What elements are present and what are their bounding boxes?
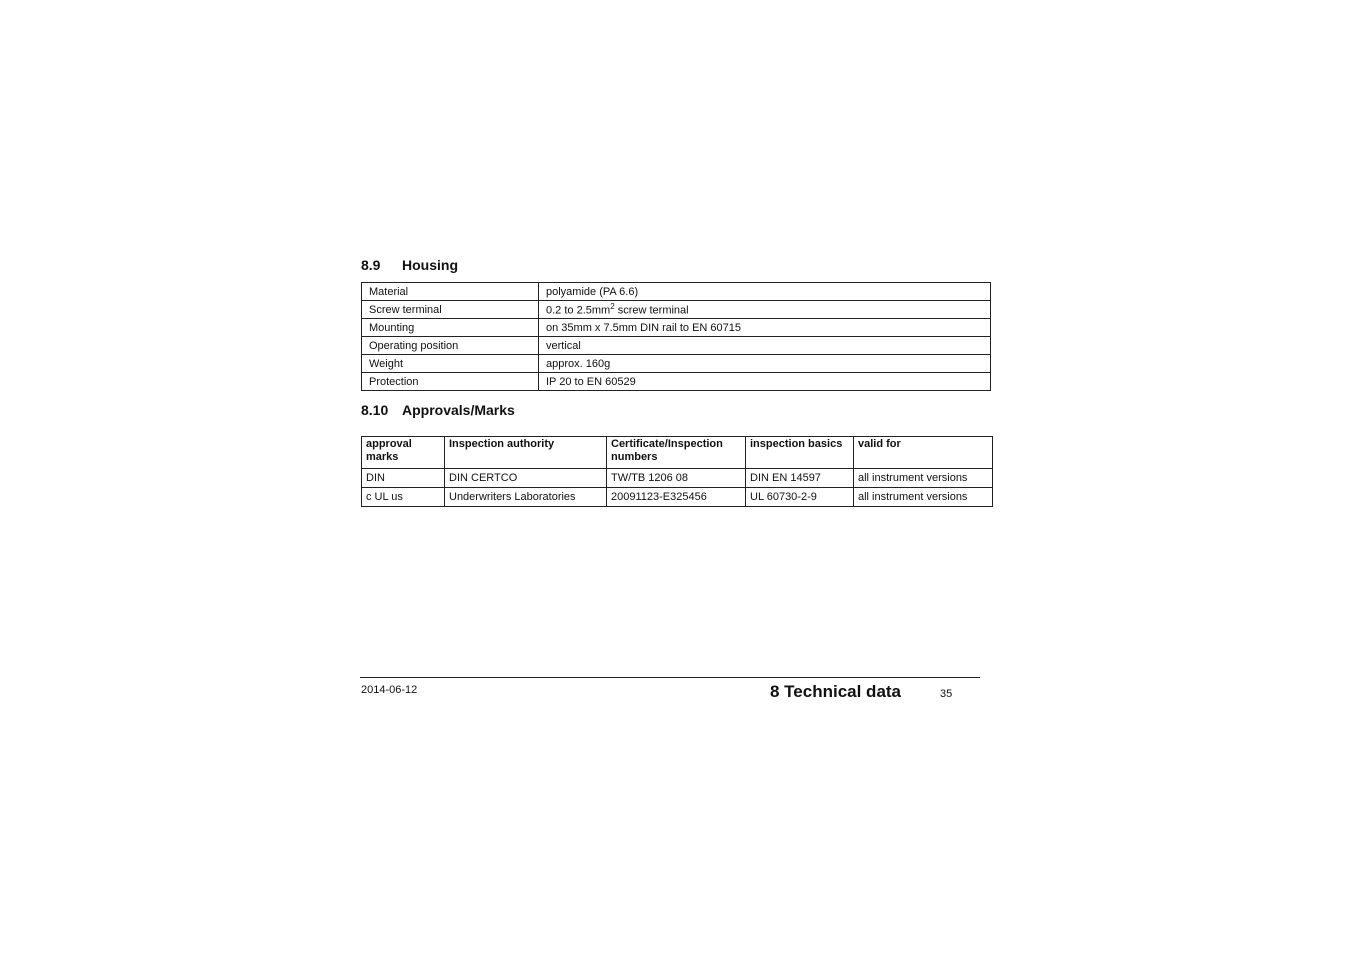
table-row: [362, 469, 993, 488]
page-number: 35: [940, 688, 953, 700]
section-title: Housing: [402, 257, 458, 273]
table-cell: all instrument versions: [854, 488, 993, 507]
superscript: 2: [610, 302, 615, 312]
row-label: Protection: [362, 373, 539, 391]
value-text: 0.2 to 2.5mm: [546, 304, 611, 317]
table-row: [362, 355, 991, 373]
row-value: [539, 301, 991, 319]
section-title: Approvals/Marks: [402, 402, 515, 418]
row-label: Mounting: [362, 319, 539, 337]
table-row: [362, 301, 991, 319]
table-cell: DIN: [362, 469, 445, 488]
row-value: IP 20 to EN 60529: [539, 373, 991, 391]
section-number: 8.10: [361, 402, 389, 418]
section-heading-approvals: [361, 402, 515, 418]
table-cell: TW/TB 1206 08: [607, 469, 746, 488]
footer-date: 2014-06-12: [361, 684, 418, 696]
table-row: [362, 319, 991, 337]
row-value: approx. 160g: [539, 355, 991, 373]
column-header: inspection basics: [746, 437, 854, 469]
table-row: [362, 373, 991, 391]
table-cell: DIN EN 14597: [746, 469, 854, 488]
table-cell: Underwriters Laboratories: [445, 488, 607, 507]
table-header-row: [362, 437, 993, 469]
table-cell: c UL us: [362, 488, 445, 507]
column-header: approval marks: [362, 437, 445, 469]
column-header: valid for: [854, 437, 993, 469]
section-number: 8.9: [361, 257, 381, 273]
row-label: Operating position: [362, 337, 539, 355]
housing-table: [361, 282, 991, 391]
table-row: [362, 283, 991, 301]
table-cell: all instrument versions: [854, 469, 993, 488]
column-header: Inspection authority: [445, 437, 607, 469]
table-row: [362, 488, 993, 507]
row-value: vertical: [539, 337, 991, 355]
row-value: polyamide (PA 6.6): [539, 283, 991, 301]
value-suffix: screw terminal: [614, 304, 689, 317]
table-cell: 20091123-E325456: [607, 488, 746, 507]
section-heading-housing: [361, 257, 458, 273]
row-label: Screw terminal: [362, 301, 539, 319]
table-cell: UL 60730-2-9: [746, 488, 854, 507]
row-value: on 35mm x 7.5mm DIN rail to EN 60715: [539, 319, 991, 337]
footer-divider: [360, 677, 980, 678]
row-label: Weight: [362, 355, 539, 373]
footer-chapter-title: 8 Technical data: [770, 682, 902, 701]
row-label: Material: [362, 283, 539, 301]
approvals-table: [361, 436, 993, 507]
table-row: [362, 337, 991, 355]
column-header: Certificate/Inspection numbers: [607, 437, 746, 469]
table-cell: DIN CERTCO: [445, 469, 607, 488]
